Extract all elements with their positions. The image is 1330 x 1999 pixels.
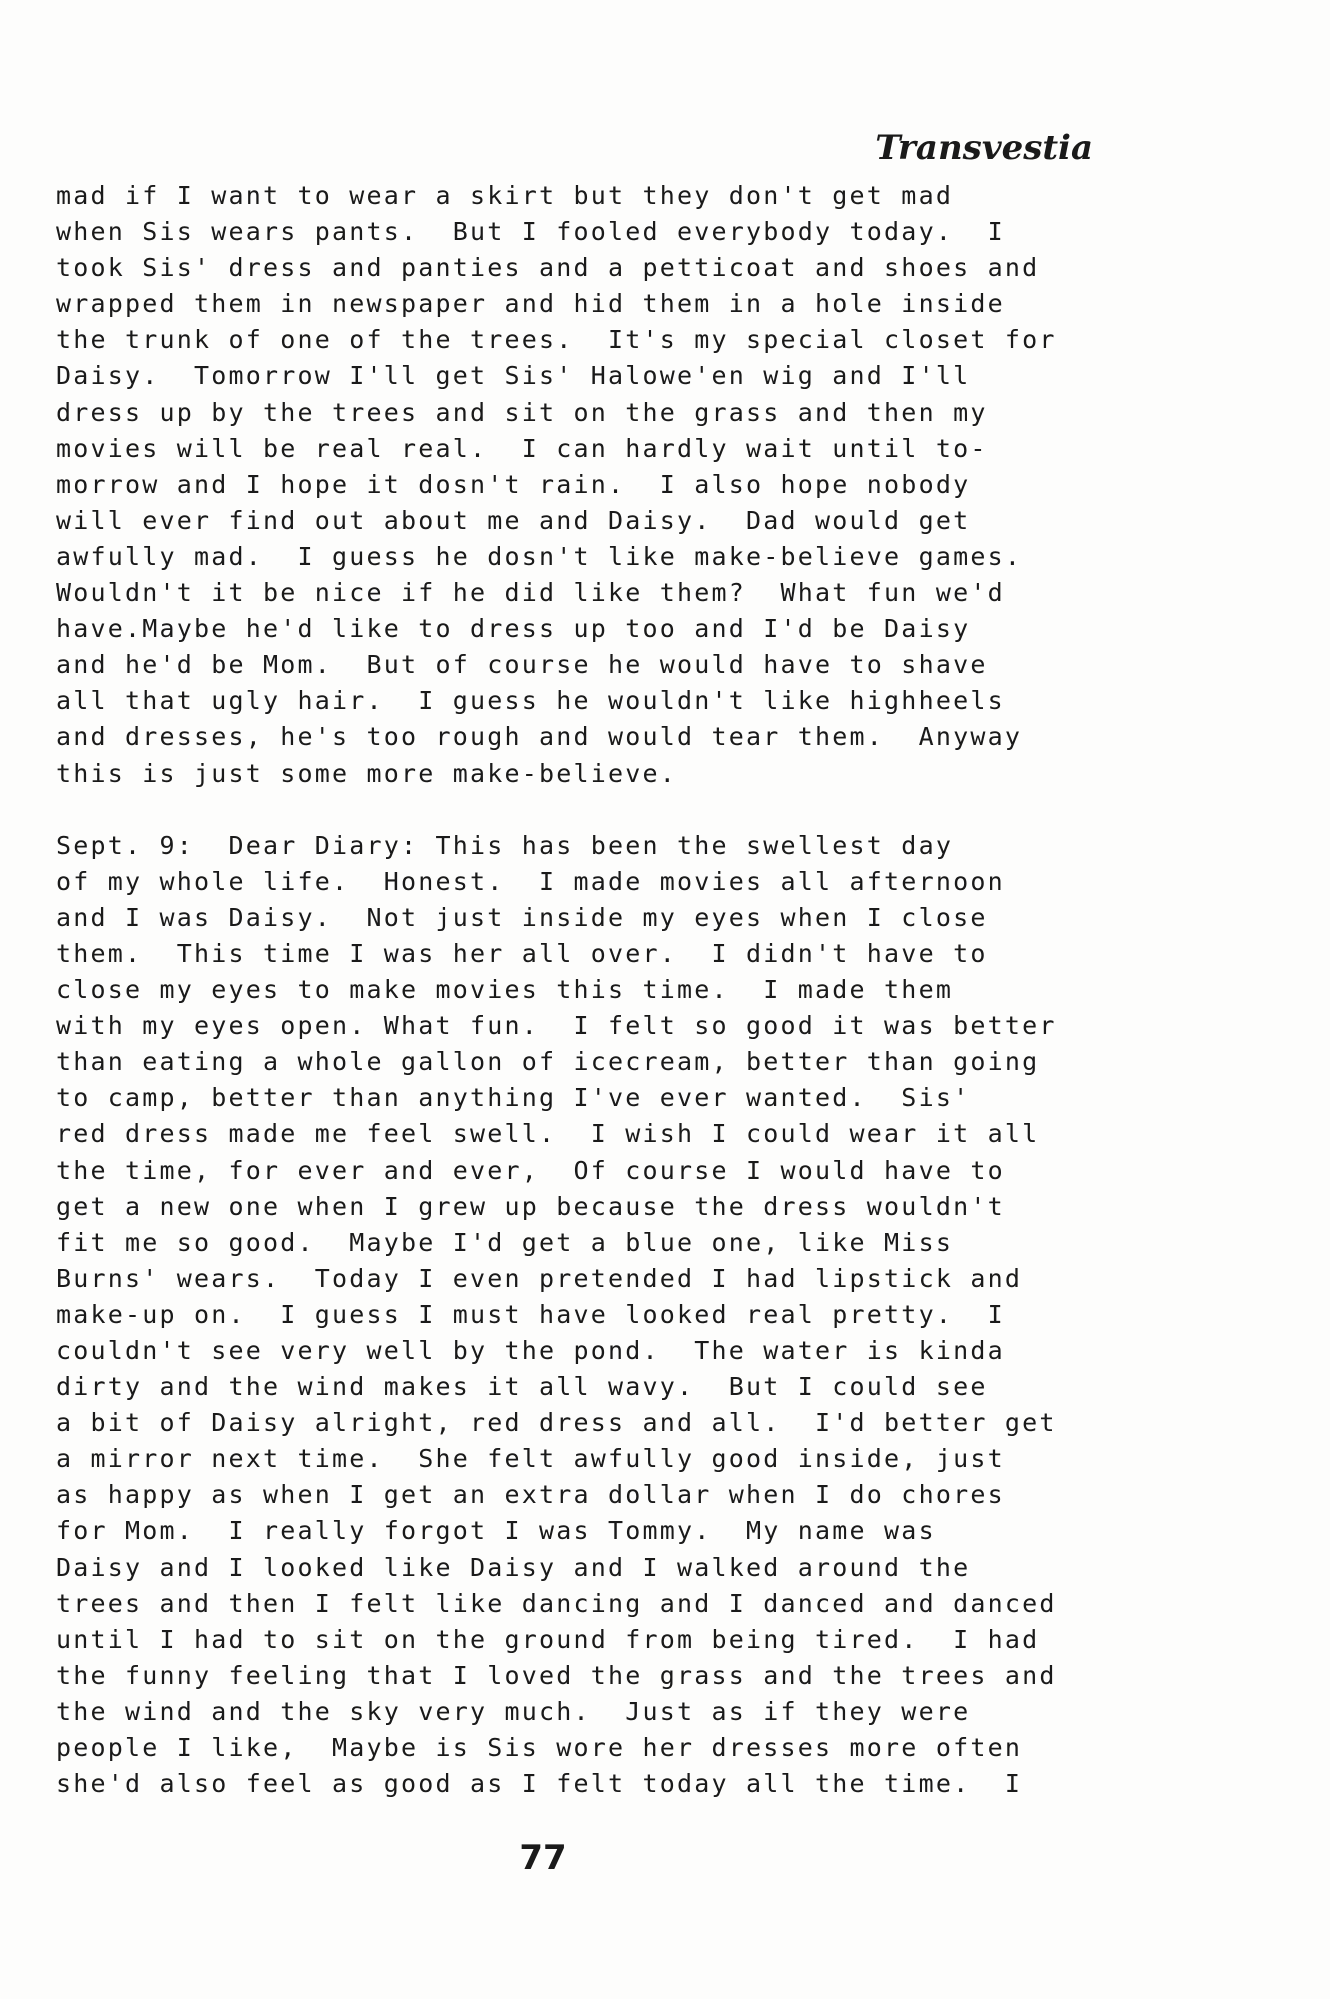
text-line: than eating a whole gallon of icecream, better than going bbox=[56, 1047, 1040, 1077]
text-line: have.Maybe he'd like to dress up too and I'd be Daisy bbox=[56, 614, 971, 644]
text-line: fit me so good. Maybe I'd get a blue one, like Miss bbox=[56, 1227, 954, 1257]
text-line: morrow and I hope it dosn't rain. I also hope nobody bbox=[56, 469, 971, 499]
text-line: and he'd be Mom. But of course he would have to shave bbox=[56, 650, 988, 680]
text-line: Sept. 9: Dear Diary: This has been the swellest day bbox=[56, 830, 954, 860]
text-line: dirty and the wind makes it all wavy. But I could see bbox=[56, 1372, 988, 1402]
text-line: the funny feeling that I loved the grass and the trees and bbox=[56, 1660, 1057, 1690]
text-line: all that ugly hair. I guess he wouldn't like highheels bbox=[56, 686, 1005, 716]
paragraph bbox=[56, 178, 1116, 792]
text-line: to camp, better than anything I've ever wanted. Sis' bbox=[56, 1083, 971, 1113]
text-line: dress up by the trees and sit on the grass and then my bbox=[56, 397, 988, 427]
text-line: wrapped them in newspaper and hid them in a hole inside bbox=[56, 289, 1005, 319]
text-line: as happy as when I get an extra dollar when I do chores bbox=[56, 1480, 1005, 1510]
text-line: she'd also feel as good as I felt today all the time. I bbox=[56, 1769, 1023, 1799]
text-line: close my eyes to make movies this time. I made them bbox=[56, 975, 954, 1005]
text-line: this is just some more make-believe. bbox=[56, 758, 678, 788]
running-head: Transvestia bbox=[875, 128, 1093, 168]
text-line: the trunk of one of the trees. It's my special closet for bbox=[56, 325, 1057, 355]
text-line: get a new one when I grew up because the dress wouldn't bbox=[56, 1191, 1005, 1221]
text-line: awfully mad. I guess he dosn't like make-believe games. bbox=[56, 541, 1023, 571]
text-line: them. This time I was her all over. I didn't have to bbox=[56, 938, 988, 968]
text-line: with my eyes open. What fun. I felt so good it was better bbox=[56, 1011, 1057, 1041]
text-line: for Mom. I really forgot I was Tommy. My name was bbox=[56, 1516, 936, 1546]
text-line: will ever find out about me and Daisy. Dad would get bbox=[56, 505, 971, 535]
text-line: Wouldn't it be nice if he did like them? What fun we'd bbox=[56, 578, 1005, 608]
text-line: and I was Daisy. Not just inside my eyes when I close bbox=[56, 902, 988, 932]
text-line: Burns' wears. Today I even pretended I had lipstick and bbox=[56, 1263, 1023, 1293]
paragraph bbox=[56, 828, 1116, 1803]
text-line: trees and then I felt like dancing and I danced and danced bbox=[56, 1588, 1057, 1618]
text-line: took Sis' dress and panties and a petticoat and shoes and bbox=[56, 253, 1040, 283]
text-line: when Sis wears pants. But I fooled everybody today. I bbox=[56, 217, 1005, 247]
paragraph-gap bbox=[56, 792, 1116, 828]
text-line: Daisy. Tomorrow I'll get Sis' Halowe'en wig and I'll bbox=[56, 361, 971, 391]
text-line: a bit of Daisy alright, red dress and all. I'd better get bbox=[56, 1408, 1057, 1438]
text-line: the wind and the sky very much. Just as if they were bbox=[56, 1696, 971, 1726]
page-number: 77 bbox=[519, 1838, 567, 1878]
text-line: a mirror next time. She felt awfully good inside, just bbox=[56, 1444, 1005, 1474]
text-line: and dresses, he's too rough and would tear them. Anyway bbox=[56, 722, 1023, 752]
text-line: make-up on. I guess I must have looked real pretty. I bbox=[56, 1299, 1005, 1329]
text-line: the time, for ever and ever, Of course I would have to bbox=[56, 1155, 1005, 1185]
text-line: until I had to sit on the ground from being tired. I had bbox=[56, 1624, 1040, 1654]
text-line: of my whole life. Honest. I made movies all afternoon bbox=[56, 866, 1005, 896]
text-line: red dress made me feel swell. I wish I could wear it all bbox=[56, 1119, 1040, 1149]
text-line: movies will be real real. I can hardly wait until to- bbox=[56, 433, 988, 463]
text-line: people I like, Maybe is Sis wore her dresses more often bbox=[56, 1733, 1023, 1763]
body-text bbox=[56, 178, 1116, 1802]
text-line: Daisy and I looked like Daisy and I walked around the bbox=[56, 1552, 971, 1582]
text-line: couldn't see very well by the pond. The water is kinda bbox=[56, 1336, 1005, 1365]
text-line: mad if I want to wear a skirt but they don't get mad bbox=[56, 181, 954, 210]
